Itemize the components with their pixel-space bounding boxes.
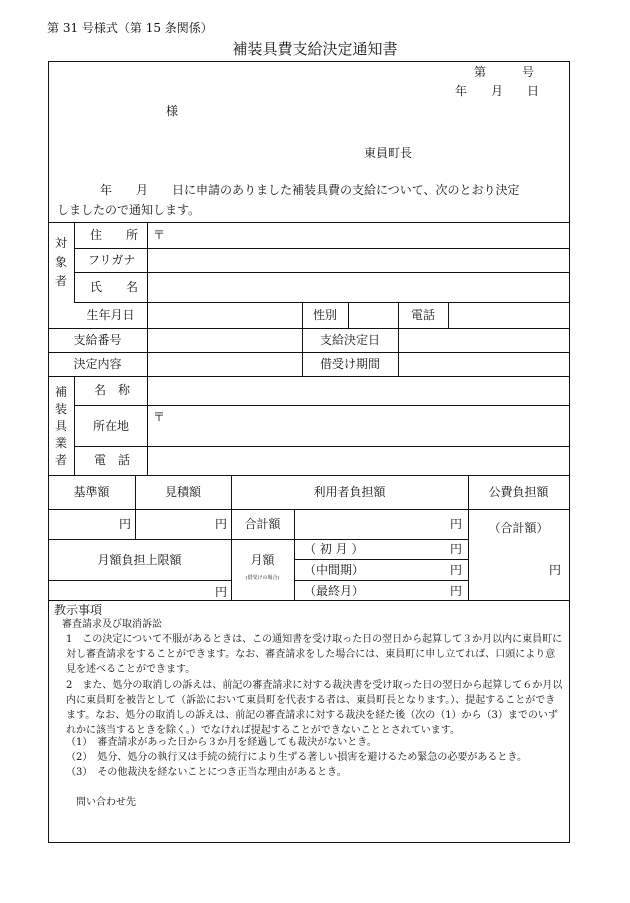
vendor-group-label: 補装具業者: [54, 385, 67, 467]
furigana-label: フリガナ: [88, 253, 136, 267]
birthdate-label: 生年月日: [86, 308, 135, 322]
decision-content-label: 決定内容: [73, 357, 122, 371]
address-postal-mark: 〒: [153, 228, 166, 242]
notice-item-2: 2 また、処分の取消しの訴えは、前記の審査請求に対する裁決書を受け取った日の翌日から起算して６か月以内に東員町を被告として（訴訟において東員町を代表する者は、東員町長となります。）、提起することができます。なお、処分の取消しの訴えは、前記の審査請求に対する裁決を経た後（次の（1）から（3）までのいずれかに該当するときを除く。）でなければ提起することができないこととされています。: [66, 680, 563, 736]
intro-line-2: しましたので通知します。: [57, 203, 201, 217]
standard-amount-yen: 円: [119, 517, 132, 531]
document-number: 第 号: [474, 65, 535, 79]
sex-label: 性別: [312, 308, 337, 322]
issuer-name: 東員町長: [364, 146, 413, 160]
phone-label: 電話: [410, 308, 435, 322]
first-month-yen: 円: [450, 542, 463, 556]
mid-period-label: （中間期）: [304, 563, 365, 577]
total-label: 合計額: [244, 517, 281, 531]
notice-sub-3: （3） その他裁決を経ないことにつき正当な理由があるとき。: [66, 767, 347, 778]
notice-item-1: 1 この決定について不服があるときは、この通知書を受け取った日の翌日から起算して３か月以内に東員町に対し審査請求をすることができます。なお、審査請求をした場合には、東員町に申し立てれば、口頭により意見を述べることができます。: [66, 634, 563, 675]
vendor-name-label: 名 称: [94, 383, 131, 397]
decision-date-label: 支給決定日: [319, 333, 380, 347]
monthly-cap-yen: 円: [215, 585, 228, 599]
intro-line-1: 年 月 日に申請のありました補装具費の支給について、次のとおり決定: [100, 183, 520, 197]
document-title: 補装具費支給決定通知書: [232, 40, 398, 58]
last-month-yen: 円: [450, 584, 463, 598]
total-yen: 円: [450, 517, 463, 531]
monthly-label: 月額: [250, 553, 275, 567]
notice-sub-1: （1） 審査請求があった日から３か月を経過しても裁決がないとき。: [66, 737, 377, 748]
public-burden-label: 公費負担額: [488, 485, 549, 499]
notice-sub-2: （2） 処分、処分の執行又は手続の続行により生ずる著しい損害を避けるため緊急の必要があるとき。: [66, 752, 527, 763]
contact-label: 問い合わせ先: [76, 797, 136, 808]
user-burden-label: 利用者負担額: [313, 485, 386, 499]
estimate-amount-label: 見積額: [164, 485, 201, 499]
addressee-suffix: 様: [166, 104, 179, 118]
standard-amount-label: 基準額: [73, 485, 110, 499]
notice-heading: 教示事項: [54, 603, 103, 617]
form-code: 第 31 号様式（第 15 条関係）: [47, 21, 213, 35]
subject-group-label: 対象者: [54, 236, 67, 288]
public-total-label: （合計額）: [488, 521, 549, 535]
payment-number-label: 支給番号: [73, 333, 122, 347]
vendor-postal-mark: 〒: [153, 410, 166, 424]
first-month-label: （ 初 月 ）: [304, 542, 364, 556]
loan-period-label: 借受け期間: [319, 357, 380, 371]
monthly-note: (借受けの場合): [245, 575, 280, 581]
name-label: 氏 名: [90, 280, 139, 294]
vendor-location-label: 所在地: [93, 419, 130, 433]
notice-subheading: 審査請求及び取消訴訟: [62, 619, 162, 630]
issue-date: 年 月 日: [455, 84, 540, 98]
address-label: 住 所: [90, 228, 139, 242]
monthly-cap-label: 月額負担上限額: [97, 553, 182, 567]
last-month-label: （最終月）: [304, 584, 365, 598]
vendor-phone-label: 電 話: [94, 453, 131, 467]
public-burden-yen: 円: [549, 563, 562, 577]
estimate-amount-yen: 円: [215, 517, 228, 531]
mid-period-yen: 円: [450, 563, 463, 577]
